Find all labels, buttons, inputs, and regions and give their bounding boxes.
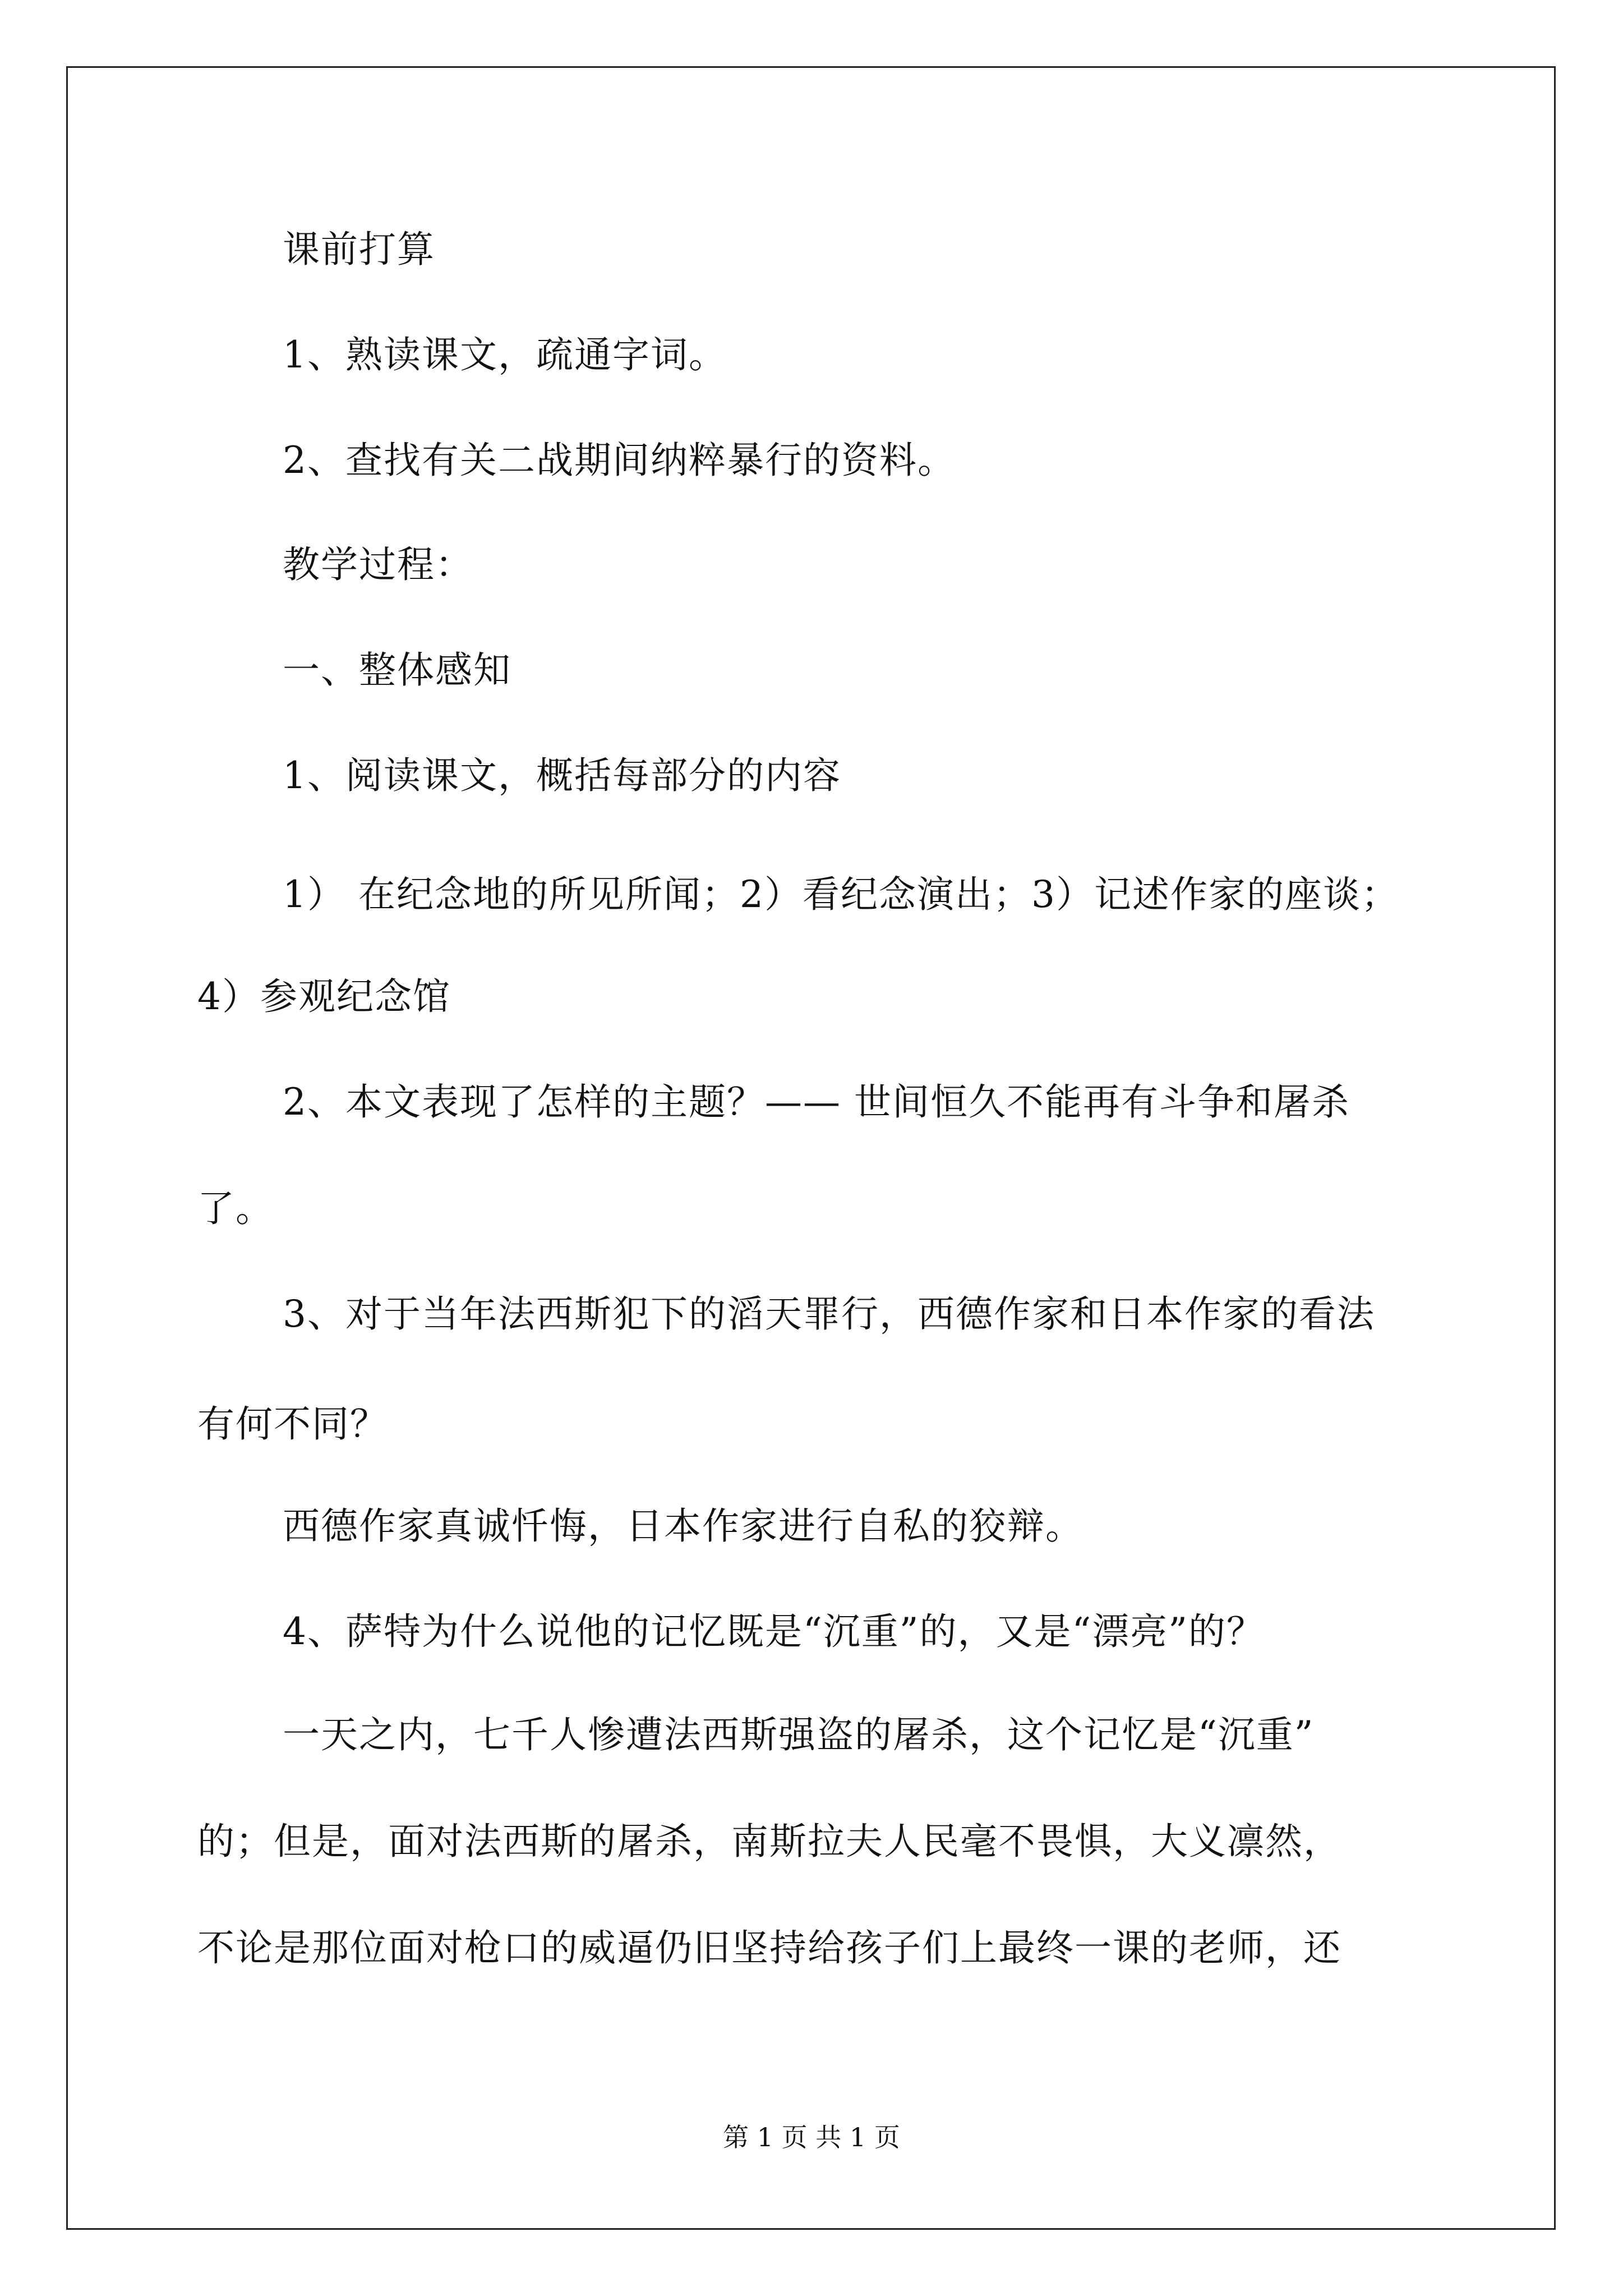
text-line: 2、查找有关二战期间纳粹暴行的资料。 <box>283 439 956 482</box>
page-number-footer: 第 1 页 共 1 页 <box>723 2122 900 2152</box>
text-line: 的；但是，面对法西斯的屠杀，南斯拉夫人民毫不畏惧，大义凛然， <box>197 1820 1341 1863</box>
text-line: 西德作家真诚忏悔，日本作家进行自私的狡辩。 <box>283 1504 1083 1548</box>
text-line: 一天之内，七千人惨遭法西斯强盗的屠杀，这个记忆是“沉重” <box>283 1713 1315 1756</box>
text-line: 3、对于当年法西斯犯下的滔天罪行，西德作家和日本作家的看法 <box>283 1292 1375 1336</box>
text-line: 了。 <box>197 1187 274 1230</box>
heading-pre-class-plan: 课前打算 <box>283 228 435 271</box>
text-line: 有何不同？ <box>197 1402 388 1446</box>
text-line: 1、熟读课文，疏通字词。 <box>283 333 727 376</box>
text-line: 4、萨特为什么说他的记忆既是“沉重”的，又是“漂亮”的？ <box>283 1610 1265 1653</box>
heading-overall-perception: 一、整体感知 <box>283 648 511 692</box>
text-line: 1） 在纪念地的所见所闻；2）看纪念演出；3）记述作家的座谈； <box>283 873 1399 916</box>
text-line: 1、阅读课文，概括每部分的内容 <box>283 754 841 797</box>
page-border <box>66 66 1556 2230</box>
text-line: 不论是那位面对枪口的威逼仍旧坚持给孩子们上最终一课的老师，还 <box>197 1926 1341 1970</box>
text-line: 4）参观纪念馆 <box>197 975 451 1018</box>
text-line: 2、本文表现了怎样的主题？—— 世间恒久不能再有斗争和屠杀 <box>283 1080 1350 1124</box>
heading-teaching-process: 教学过程： <box>283 543 473 586</box>
